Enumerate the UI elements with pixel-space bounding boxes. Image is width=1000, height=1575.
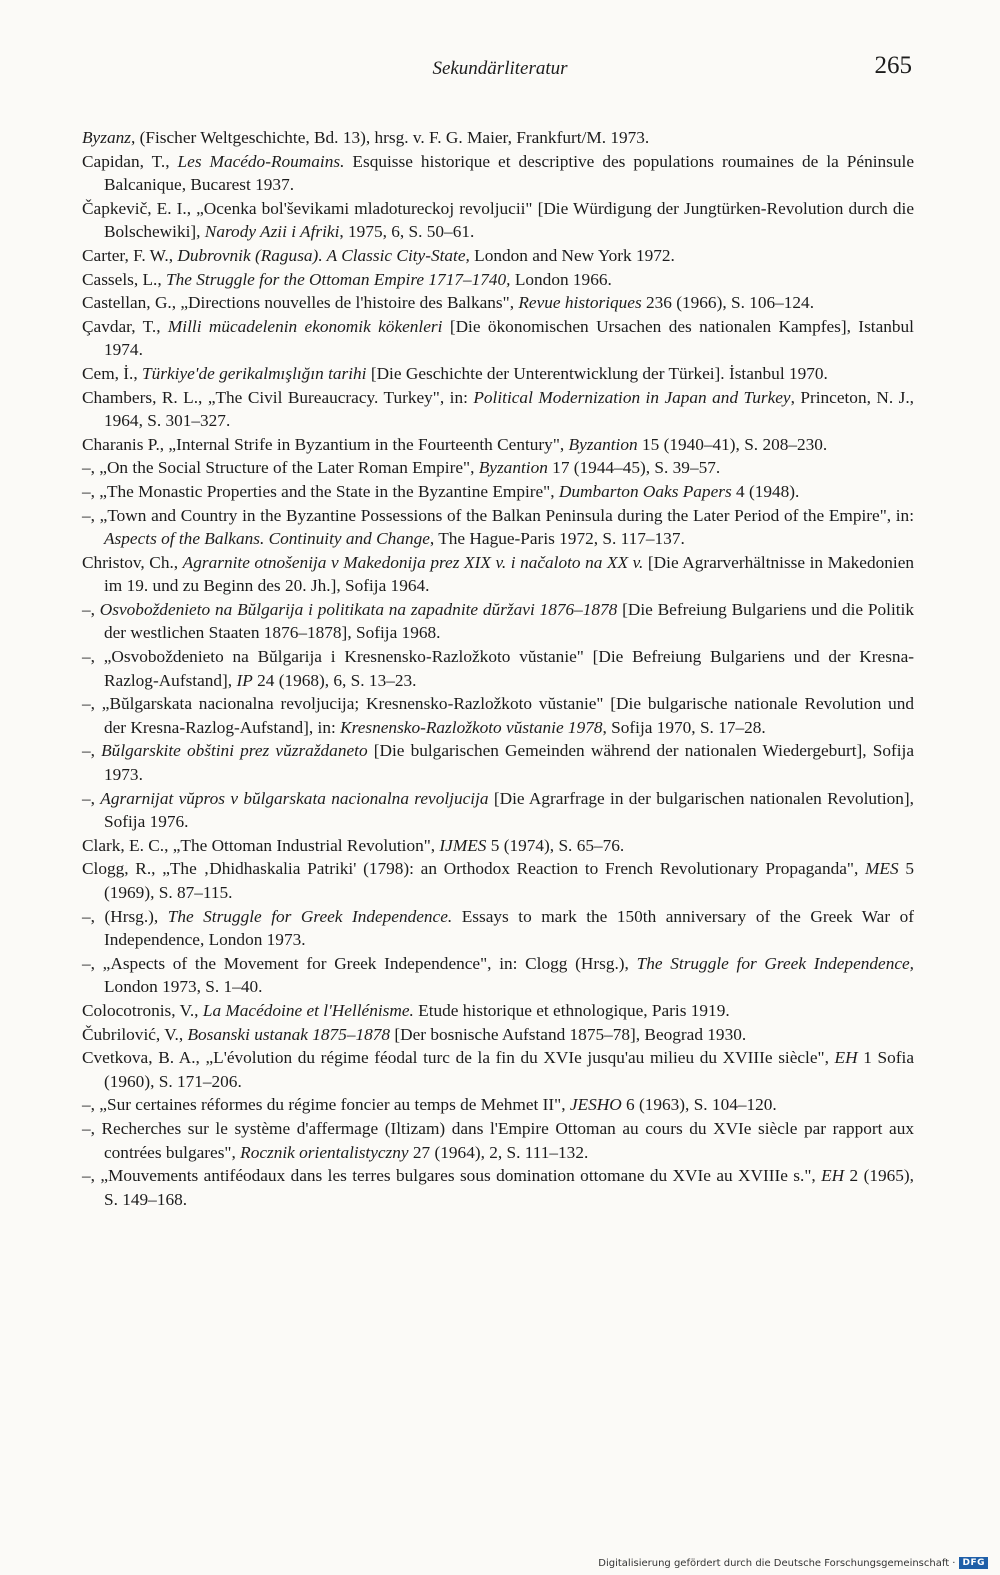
bibliography-entry xyxy=(82,1117,914,1164)
entry-text: , 1975, 6, S. 50–61. xyxy=(339,222,475,242)
bibliography-entry xyxy=(82,834,914,858)
bibliography-entry xyxy=(82,739,914,786)
entry-text: –, „On the Social Structure of the Later Roman Empire", xyxy=(82,458,479,478)
bibliography-entry xyxy=(82,197,914,244)
entry-text: [Die Agrarverhältnisse in Makedonien im 19. und zu Beginn des 20. Jh.], Sofija 1964. xyxy=(104,552,915,596)
bibliography-entry xyxy=(82,905,914,952)
bibliography-entry xyxy=(82,1046,914,1093)
bibliography-entry xyxy=(82,480,914,504)
bibliography-entry xyxy=(82,315,914,362)
entry-text: 15 (1940–41), S. 208–230. xyxy=(637,434,828,454)
entry-text: Christov, Ch., xyxy=(82,552,183,572)
bibliography-entry xyxy=(82,126,914,150)
entry-title-italic: Aspects of the Balkans. Continuity and Change xyxy=(104,529,430,549)
entry-text: Chambers, R. L., „The Civil Bureaucracy. Turkey", in: xyxy=(82,387,474,407)
running-title: Sekundärliteratur xyxy=(432,58,568,79)
entry-text: –, „The Monastic Properties and the State in the Byzantine Empire", xyxy=(82,481,559,501)
bibliography-entry xyxy=(82,362,914,386)
bibliography-entry xyxy=(82,999,914,1023)
entry-text: Essays to mark the 150th anniversary of the Greek War of Independence, London 1973. xyxy=(104,906,914,950)
entry-text: –, xyxy=(82,741,102,761)
bibliography-entry xyxy=(82,598,914,645)
entry-text: –, „Bŭlgarskata nacionalna revoljucija; Kresnensko-Razložkoto vŭstanie" [Die bulgarische nationale Revolution und der Kresna-Razlog-Aufstand], in: xyxy=(82,694,914,737)
entry-title-italic: Byzantion xyxy=(478,458,548,478)
entry-title-italic: Kresnensko-Razložkoto vŭstanie 1978 xyxy=(340,717,603,737)
entry-text: –, „Sur certaines réformes du régime foncier au temps de Mehmet II", xyxy=(82,1095,570,1115)
entry-text: 2 (1965), S. 149–168. xyxy=(104,1166,914,1209)
entry-title-italic: EH xyxy=(821,1166,845,1186)
entry-title-italic: La Macédoine et l'Hellénisme. xyxy=(202,1000,414,1020)
entry-title-italic: Agrarnijat vŭpros v bŭlgarskata nacionalna revoljucija xyxy=(100,788,489,808)
entry-text: –, „Mouvements antiféodaux dans les terres bulgares sous domination ottomane du XVIe au XVIIIe s.", xyxy=(82,1166,822,1186)
bibliography-entry xyxy=(82,551,914,598)
entry-text: 5 (1969), S. 87–115. xyxy=(104,859,914,902)
bibliography-entry xyxy=(82,386,914,433)
bibliography-entry xyxy=(82,244,914,268)
entry-text: , The Hague-Paris 1972, S. 117–137. xyxy=(429,529,685,549)
dfg-logo: DFG xyxy=(959,1557,988,1569)
bibliography-list xyxy=(82,126,914,1211)
entry-text: Çavdar, T., xyxy=(82,316,168,336)
entry-title-italic: JESHO xyxy=(569,1095,622,1115)
entry-text: Carter, F. W., xyxy=(82,245,178,265)
entry-title-italic: Türkiye'de gerikalmışlığın tarihi xyxy=(142,363,367,383)
entry-text: –, xyxy=(82,788,101,808)
entry-text: Capidan, T., xyxy=(82,151,178,171)
entry-text: –, xyxy=(82,599,100,619)
entry-title-italic: Dubrovnik (Ragusa). A Classic City-State, xyxy=(177,245,470,265)
entry-text: [Der bosnische Aufstand 1875–78], Beograd 1930. xyxy=(390,1024,747,1044)
entry-title-italic: IP xyxy=(236,670,253,690)
entry-text: 236 (1966), S. 106–124. xyxy=(641,293,815,313)
entry-text: London 1973, S. 1–40. xyxy=(104,977,263,997)
entry-text: 1 Sofia (1960), S. 171–206. xyxy=(104,1048,914,1091)
entry-title-italic: Byzantion xyxy=(568,434,638,454)
page-header xyxy=(0,52,1000,92)
entry-text: , (Fischer Weltgeschichte, Bd. 13), hrsg. v. F. G. Maier, Frankfurt/M. 1973. xyxy=(130,128,650,147)
bibliography-entry xyxy=(82,1093,914,1117)
entry-text: Clogg, R., „The ‚Dhidhaskalia Patriki' (1798): an Orthodox Reaction to French Revolutionary Propaganda", xyxy=(82,859,866,879)
entry-text: , Sofija 1970, S. 17–28. xyxy=(602,717,766,737)
bibliography-entry xyxy=(82,1164,914,1211)
entry-title-italic: Narody Azii i Afriki xyxy=(204,222,340,242)
entry-text: [Die ökonomischen Ursachen des nationalen Kampfes], Istanbul 1974. xyxy=(104,316,914,360)
entry-title-italic: Revue historiques xyxy=(518,293,642,313)
entry-text: Cassels, L., xyxy=(82,269,167,289)
entry-text: , Princeton, N. J., 1964, S. 301–327. xyxy=(104,387,915,431)
entry-text: 5 (1974), S. 65–76. xyxy=(486,835,625,855)
entry-title-italic: The Struggle for the Ottoman Empire 1717–1740, xyxy=(166,269,511,289)
entry-text: –, „Town and Country in the Byzantine Possessions of the Balkan Peninsula during the Later Period of the Empire", in: xyxy=(82,505,914,525)
entry-text: Etude historique et ethnologique, Paris 1919. xyxy=(413,1000,730,1020)
entry-text: [Die bulgarischen Gemeinden während der nationalen Wiedergeburt], Sofija 1973. xyxy=(104,741,915,785)
entry-title-italic: Agrarnite otnošenija v Makedonija prez XIX v. i načaloto na XX v. xyxy=(182,552,644,572)
entry-text: 17 (1944–45), S. 39–57. xyxy=(547,458,721,478)
entry-title-italic: Milli mücadelenin ekonomik kökenleri xyxy=(167,316,443,336)
entry-text: –, „Aspects of the Movement for Greek Independence", in: Clogg (Hrsg.), xyxy=(82,953,637,973)
entry-title-italic: MES xyxy=(865,859,899,879)
entry-title-italic: The Struggle for Greek Independence. xyxy=(167,906,453,926)
entry-title-italic: Bŭlgarskite obštini prez vŭzraždaneto xyxy=(101,741,368,761)
bibliography-entry xyxy=(82,645,914,692)
bibliography-entry xyxy=(82,692,914,739)
entry-title-italic: Bosanski ustanak 1875–1878 xyxy=(187,1024,391,1044)
bibliography-entry xyxy=(82,857,914,904)
bibliography-entry xyxy=(82,787,914,834)
entry-text: London 1966. xyxy=(510,269,612,289)
entry-text: Charanis P., „Internal Strife in Byzantium in the Fourteenth Century", xyxy=(82,434,569,454)
entry-text: Esquisse historique et descriptive des populations roumaines de la Péninsule Balcanique, Bucarest 1937. xyxy=(104,151,914,195)
bibliography-entry xyxy=(82,456,914,480)
entry-title-italic: Les Macédo-Roumains. xyxy=(177,151,345,171)
entry-title-italic: The Struggle for Greek Independence, xyxy=(636,953,914,973)
footer xyxy=(598,1557,988,1569)
entry-title-italic: Byzanz xyxy=(82,128,131,147)
entry-title-italic: Osvoboždenieto na Bŭlgarija i politikata na zapadnite dŭržavi 1876–1878 xyxy=(99,599,618,619)
entry-text: –, Recherches sur le système d'affermage (Iltizam) dans l'Empire Ottoman au cours du XVIe siècle par rapport aux contrées bulgares", xyxy=(82,1118,914,1162)
bibliography-entry xyxy=(82,291,914,315)
bibliography-entry xyxy=(82,504,914,551)
entry-title-italic: Dumbarton Oaks Papers xyxy=(558,481,732,501)
entry-text: [Die Agrarfrage in der bulgarischen nationalen Revolution], Sofija 1976. xyxy=(104,788,914,832)
entry-title-italic: EH xyxy=(834,1048,858,1068)
entry-text: –, (Hrsg.), xyxy=(82,906,168,926)
entry-text: 6 (1963), S. 104–120. xyxy=(621,1095,777,1115)
entry-text: London and New York 1972. xyxy=(469,245,675,265)
entry-text: Clark, E. C., „The Ottoman Industrial Revolution", xyxy=(82,835,440,855)
entry-text: –, „Osvoboždenieto na Bŭlgarija i Kresnensko-Razložkoto vŭstanie" [Die Befreiung Bulgariens und der Kresna-Razlog-Aufstand], xyxy=(82,647,914,690)
footer-text: Digitalisierung gefördert durch die Deutsche Forschungsgemeinschaft · xyxy=(598,1557,956,1569)
entry-title-italic: Political Modernization in Japan and Turkey xyxy=(473,387,791,407)
bibliography-entry xyxy=(82,952,914,999)
bibliography-entry xyxy=(82,1023,914,1047)
entry-text: [Die Befreiung Bulgariens und die Politik der westlichen Staaten 1876–1878], Sofija 1968. xyxy=(104,599,915,643)
entry-text: Čapkevič, E. I., „Ocenka bol'ševikami mladotureckoj revoljucii" [Die Würdigung der Jungtürken-Revolution durch die Bolschewiki], xyxy=(82,198,914,242)
entry-text: Čubrilović, V., xyxy=(82,1024,188,1044)
entry-text: 24 (1968), 6, S. 13–23. xyxy=(252,670,417,690)
entry-text: 4 (1948). xyxy=(731,481,800,501)
entry-text: [Die Geschichte der Unterentwicklung der Türkei]. İstanbul 1970. xyxy=(366,363,828,383)
entry-text: 27 (1964), 2, S. 111–132. xyxy=(408,1142,589,1162)
entry-text: Castellan, G., „Directions nouvelles de l'histoire des Balkans", xyxy=(82,293,519,313)
entry-text: Cvetkova, B. A., „L'évolution du régime féodal turc de la fin du XVIe jusqu'au milieu du XVIIIe siècle", xyxy=(82,1048,835,1068)
entry-title-italic: Rocznik orientalistyczny xyxy=(240,1142,409,1162)
page-number: 265 xyxy=(874,52,912,79)
bibliography-entry xyxy=(82,433,914,457)
entry-text: Cem, İ., xyxy=(82,363,142,383)
bibliography-entry xyxy=(82,268,914,292)
entry-title-italic: IJMES xyxy=(439,835,487,855)
entry-text: Colocotronis, V., xyxy=(82,1000,203,1020)
bibliography-entry xyxy=(82,150,914,197)
